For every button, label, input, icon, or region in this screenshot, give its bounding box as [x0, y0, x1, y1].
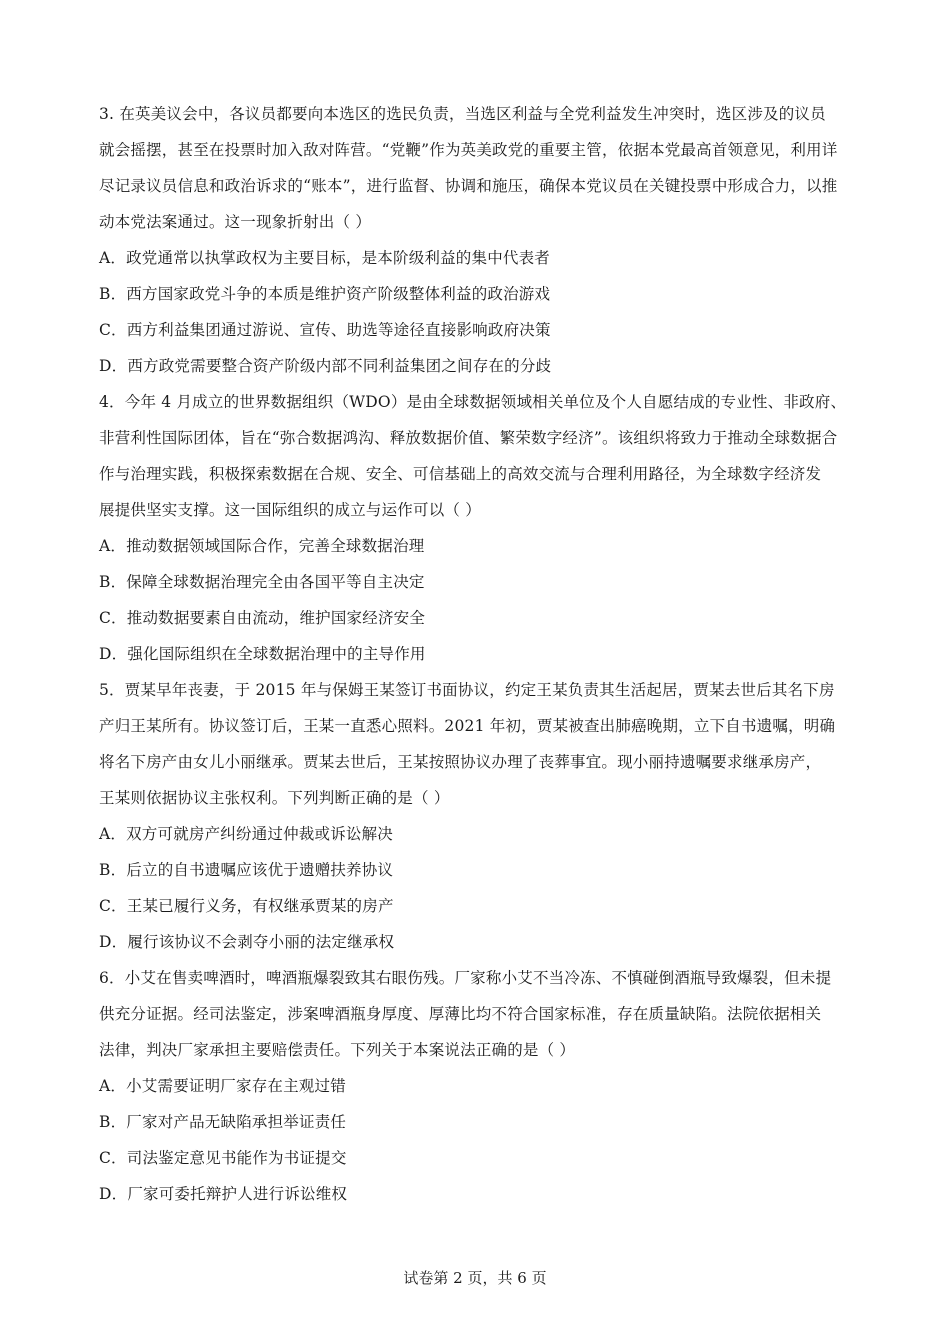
option-a: A．小艾需要证明厂家存在主观过错 — [99, 1077, 346, 1095]
option-d: D．强化国际组织在全球数据治理中的主导作用 — [99, 645, 426, 663]
option-c: C．司法鉴定意见书能作为书证提交 — [99, 1149, 347, 1167]
option-d: D．厂家可委托辩护人进行诉讼维权 — [99, 1185, 348, 1203]
question-stem-line: 王某则依据协议主张权利。下列判断正确的是（ ） — [99, 789, 450, 807]
option-d: D．履行该协议不会剥夺小丽的法定继承权 — [99, 933, 395, 951]
question-stem-line: 4．今年 4 月成立的世界数据组织（WDO）是由全球数据领域相关单位及个人自愿结成的专业性、非政府、 — [99, 393, 847, 411]
question-stem-line: 就会摇摆，甚至在投票时加入敌对阵营。“党鞭”作为英美政党的重要主管，依据本党最高首领意见，利用详 — [99, 141, 838, 159]
option-a: A．政党通常以执掌政权为主要目标，是本阶级利益的集中代表者 — [99, 249, 550, 267]
option-d: D．西方政党需要整合资产阶级内部不同利益集团之间存在的分歧 — [99, 357, 552, 375]
question-stem-line: 作与治理实践，积极探索数据在合规、安全、可信基础上的高效交流与合理利用路径，为全球数字经济发 — [99, 465, 822, 483]
question-stem-line: 动本党法案通过。这一现象折射出（ ） — [99, 213, 372, 231]
question-4 — [99, 384, 861, 672]
question-stem-line: 产归王某所有。协议签订后，王某一直悉心照料。2021 年初，贾某被查出肺癌晚期，立下自书遗嘱，明确 — [99, 717, 836, 735]
question-stem-line: 将名下房产由女儿小丽继承。贾某去世后，王某按照协议办理了丧葬事宜。现小丽持遗嘱要求继承房产， — [99, 753, 822, 771]
question-stem-line: 3. 在英美议会中，各议员都要向本选区的选民负责，当选区利益与全党利益发生冲突时，选区涉及的议员 — [99, 105, 826, 123]
option-b: B．后立的自书遗嘱应该优于遗赠扶养协议 — [99, 861, 394, 879]
option-a: A．推动数据领域国际合作，完善全球数据治理 — [99, 537, 425, 555]
question-stem-line: 6．小艾在售卖啤酒时，啤酒瓶爆裂致其右眼伤残。厂家称小艾不当冷冻、不慎碰倒酒瓶导致爆裂，但未提 — [99, 969, 832, 987]
question-stem-line: 展提供坚实支撑。这一国际组织的成立与运作可以（ ） — [99, 501, 481, 519]
question-stem-line: 5．贾某早年丧妻，于 2015 年与保姆王某签订书面协议，约定王某负责其生活起居，贾某去世后其名下房 — [99, 681, 835, 699]
question-5 — [99, 672, 861, 960]
question-stem-line: 供充分证据。经司法鉴定，涉案啤酒瓶身厚度、厚薄比均不符合国家标准，存在质量缺陷。法院依据相关 — [99, 1005, 822, 1023]
option-c: C．推动数据要素自由流动，维护国家经济安全 — [99, 609, 426, 627]
option-b: B．厂家对产品无缺陷承担举证责任 — [99, 1113, 347, 1131]
option-b: B．保障全球数据治理完全由各国平等自主决定 — [99, 573, 425, 591]
question-3 — [99, 96, 861, 384]
option-c: C．王某已履行义务，有权继承贾某的房产 — [99, 897, 394, 915]
question-stem-line: 非营利性国际团体，旨在“弥合数据鸿沟、释放数据价值、繁荣数字经济”。该组织将致力于推动全球数据合 — [99, 429, 838, 447]
question-stem-line: 尽记录议员信息和政治诉求的“账本”，进行监督、协调和施压，确保本党议员在关键投票中形成合力，以推 — [99, 177, 838, 195]
option-b: B．西方国家政党斗争的本质是维护资产阶级整体利益的政治游戏 — [99, 285, 551, 303]
question-list — [99, 96, 861, 1212]
question-6 — [99, 960, 861, 1212]
option-c: C．西方利益集团通过游说、宣传、助选等途径直接影响政府决策 — [99, 321, 551, 339]
page-footer: 试卷第 2 页，共 6 页 — [403, 1269, 547, 1287]
option-a: A．双方可就房产纠纷通过仲裁或诉讼解决 — [99, 825, 393, 843]
question-stem-line: 法律，判决厂家承担主要赔偿责任。下列关于本案说法正确的是（ ） — [99, 1041, 576, 1059]
